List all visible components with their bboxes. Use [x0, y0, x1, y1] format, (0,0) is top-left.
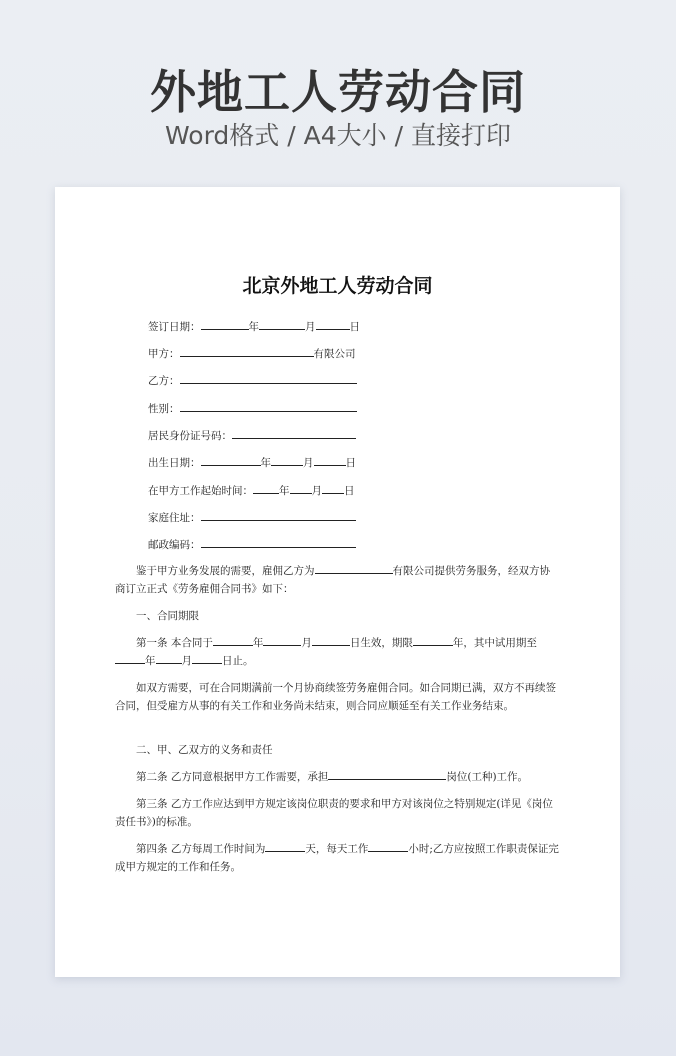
- day-label: 日: [345, 457, 356, 469]
- month-label: 月: [301, 637, 312, 649]
- document-title: 北京外地工人劳动合同: [242, 275, 433, 297]
- days-per-week-blank[interactable]: [265, 840, 305, 852]
- birth-day-blank[interactable]: [314, 454, 346, 466]
- article-2-text: 岗位(工种)工作。: [446, 771, 529, 783]
- probation-year-blank[interactable]: [115, 652, 145, 664]
- article-1-text: 日生效，期限: [349, 637, 413, 649]
- gender-label: 性别：: [148, 403, 180, 415]
- field-id-number: [148, 427, 356, 443]
- month-label: 月: [311, 485, 322, 497]
- field-address: [148, 509, 356, 525]
- month-label: 月: [181, 655, 192, 667]
- day-label: 日: [344, 485, 355, 497]
- address-blank[interactable]: [201, 509, 356, 521]
- day-label: 日: [349, 321, 360, 333]
- party-a-label: 甲方：: [148, 348, 180, 360]
- month-label: 月: [305, 321, 316, 333]
- address-label: 家庭住址：: [148, 512, 201, 524]
- sign-month-blank[interactable]: [259, 318, 305, 330]
- field-birth-date: [148, 454, 356, 470]
- field-sign-date: [148, 318, 360, 334]
- hero-subtitle: Word格式 / A4大小 / 直接打印: [165, 121, 511, 150]
- article-1: [115, 634, 560, 670]
- sign-day-blank[interactable]: [316, 318, 350, 330]
- party-b-label: 乙方：: [148, 375, 180, 387]
- year-label: 年: [145, 655, 156, 667]
- start-day-blank[interactable]: [322, 482, 344, 494]
- start-month-blank[interactable]: [290, 482, 312, 494]
- effective-day-blank[interactable]: [312, 634, 350, 646]
- intro-text-2: 有限公司提供劳务服务，经双方协商订立正式《劳务雇佣合同书》如下：: [115, 565, 550, 595]
- article-4-text: 第四条 乙方每周工作时间为: [136, 843, 266, 855]
- field-start-date: [148, 482, 355, 498]
- start-date-label: 在甲方工作起始时间：: [148, 485, 253, 497]
- section-heading-2: 二、甲、乙双方的义务和责任: [136, 744, 273, 756]
- field-party-b: [148, 372, 357, 388]
- article-2: [115, 768, 565, 786]
- party-a-blank[interactable]: [180, 345, 314, 357]
- document-page: [55, 187, 620, 977]
- id-number-blank[interactable]: [232, 427, 356, 439]
- field-postcode: [148, 536, 356, 552]
- field-gender: [148, 400, 357, 416]
- probation-month-blank[interactable]: [156, 652, 182, 664]
- hero-title: 外地工人劳动合同: [150, 65, 526, 119]
- birth-month-blank[interactable]: [271, 454, 303, 466]
- party-a-suffix: 有限公司: [313, 348, 356, 360]
- effective-month-blank[interactable]: [263, 634, 301, 646]
- position-blank[interactable]: [328, 768, 446, 780]
- renewal-paragraph: 如双方需要，可在合同期满前一个月协商续签劳务雇佣合同。如合同期已满，双方不再续签合同，但受雇方从事的有关工作和业务尚未结束，则合同应顺延至有关工作业务结束。: [115, 682, 556, 712]
- article-1-text: 第一条 本合同于: [136, 637, 213, 649]
- article-4: [115, 840, 560, 876]
- year-label: 年: [260, 457, 271, 469]
- id-number-label: 居民身份证号码：: [148, 430, 232, 442]
- birth-date-label: 出生日期：: [148, 457, 201, 469]
- intro-text-1: 鉴于甲方业务发展的需要，雇佣乙方为: [136, 565, 315, 577]
- article-1-text: 日止。: [222, 655, 254, 667]
- party-b-blank[interactable]: [180, 372, 357, 384]
- month-label: 月: [303, 457, 314, 469]
- sign-year-blank[interactable]: [201, 318, 249, 330]
- section-heading-1: 一、合同期限: [136, 610, 199, 622]
- term-years-blank[interactable]: [413, 634, 453, 646]
- intro-company-blank[interactable]: [315, 562, 393, 574]
- postcode-label: 邮政编码：: [148, 539, 201, 551]
- article-3: 第三条 乙方工作应达到甲方规定该岗位职责的要求和甲方对该岗位之特别规定(详见《岗位责任书》)的标准。: [115, 798, 553, 828]
- probation-day-blank[interactable]: [192, 652, 222, 664]
- article-4-text: 天，每天工作: [305, 843, 369, 855]
- year-label: 年: [279, 485, 290, 497]
- article-2-text: 第二条 乙方同意根据甲方工作需要，承担: [136, 771, 329, 783]
- year-label: 年: [252, 637, 264, 649]
- start-year-blank[interactable]: [253, 482, 279, 494]
- birth-year-blank[interactable]: [201, 454, 261, 466]
- postcode-blank[interactable]: [201, 536, 356, 548]
- gender-blank[interactable]: [180, 400, 357, 412]
- intro-paragraph: [115, 562, 560, 598]
- hours-per-day-blank[interactable]: [368, 840, 408, 852]
- article-4-text: 小时;乙方应按照工作职责保证完成甲方规定的工作和任务。: [115, 843, 559, 873]
- article-1-text: 年，其中试用期至: [452, 637, 537, 649]
- year-label: 年: [248, 321, 259, 333]
- field-party-a: [148, 345, 356, 361]
- effective-year-blank[interactable]: [213, 634, 253, 646]
- sign-date-label: 签订日期：: [148, 321, 201, 333]
